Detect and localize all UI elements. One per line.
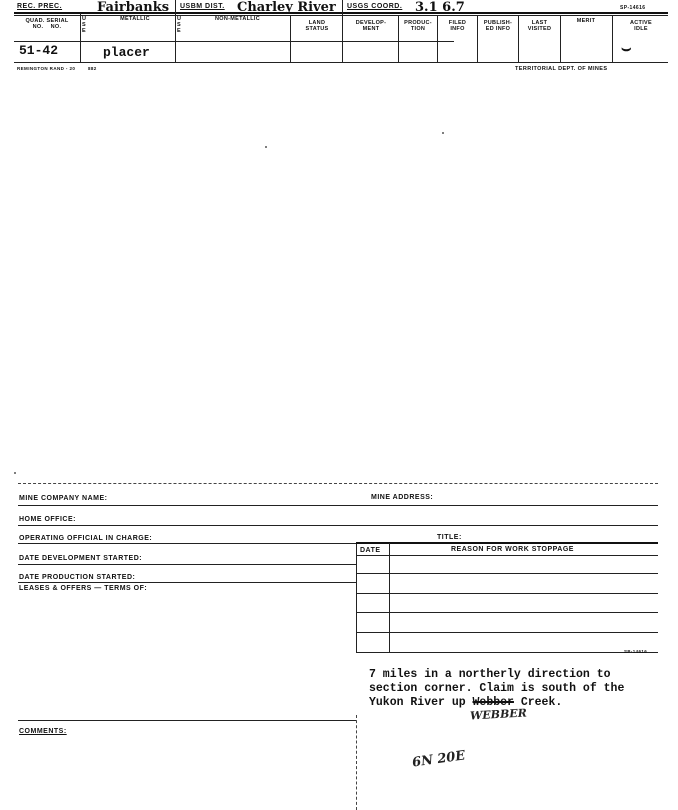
col-production: PRODUC- TION (404, 20, 432, 32)
usbm-dist-value: Charley River (237, 0, 336, 15)
form-top-dashed-rule (18, 483, 658, 484)
col-active-idle: ACTIVE IDLE (630, 20, 652, 32)
stoppage-table-left-border (356, 543, 357, 653)
col-non-metallic: NON-METALLIC (214, 16, 261, 22)
speck (265, 146, 267, 148)
col-merit: MERIT (576, 18, 596, 24)
home-office-rule (18, 525, 658, 526)
handwritten-township-note: 6N 20E (411, 748, 467, 771)
operating-official-label: OPERATING OFFICIAL IN CHARGE: (19, 535, 153, 542)
col-land-status: LAND STATUS (305, 20, 329, 32)
metallic-value: placer (103, 45, 150, 60)
stoppage-row-6 (356, 652, 658, 653)
col-metallic: METALLIC (120, 16, 150, 22)
production-rule (18, 582, 356, 583)
speck (14, 472, 16, 474)
remarks-line-3 (369, 696, 562, 710)
remarks-line-1: 7 miles in a northerly direction to (369, 668, 611, 681)
col-quad-serial: QUAD. SERIAL NO. NO. (25, 18, 69, 30)
stoppage-row-3 (356, 593, 658, 594)
stoppage-reason-header: REASON FOR WORK STOPPAGE (451, 546, 574, 553)
col-development: DEVELOP- MENT (355, 20, 387, 32)
comments-right-dashed (356, 715, 357, 810)
title-label: TITLE: (437, 534, 462, 541)
rec-prec-label: REC. PREC. (17, 3, 63, 10)
speck (442, 132, 444, 134)
divider-v4 (342, 0, 343, 63)
usgs-coord-value: 3.1 6.7 (415, 0, 465, 15)
date-production-label: DATE PRODUCTION STARTED: (19, 574, 136, 581)
col-published-info: PUBLISH- ED INFO (483, 20, 513, 32)
mine-company-name-label: MINE COMPANY NAME: (19, 495, 108, 502)
record-row-bottom-rule (14, 62, 668, 63)
col-filed-info: FILED INFO (448, 20, 467, 32)
remarks-line-3-suffix: Creek. (513, 696, 563, 709)
stoppage-top-rule (356, 542, 658, 544)
stoppage-date-divider (389, 543, 390, 653)
handwritten-correction: WEBBER (469, 706, 528, 723)
home-office-label: HOME OFFICE: (19, 516, 76, 523)
footer-left-text: REMINGTON RAND - 20 (17, 66, 76, 71)
usbm-dist-label: USBM DIST. (180, 3, 225, 10)
mine-address-label: MINE ADDRESS: (371, 494, 434, 501)
form-number-top: SP-14616 (620, 5, 646, 11)
stoppage-row-5 (356, 632, 658, 633)
stoppage-row-2 (356, 573, 658, 574)
stoppage-row-4 (356, 612, 658, 613)
divider-v2 (175, 0, 176, 63)
col-use-1: U S E (82, 16, 87, 34)
date-development-label: DATE DEVELOPMENT STARTED: (19, 555, 143, 562)
active-idle-mark: ⌣ (621, 40, 632, 58)
stoppage-row-1 (356, 555, 658, 556)
remarks-line-3-prefix: Yukon River up (369, 696, 473, 709)
remarks-struck-word: Webber (472, 696, 514, 709)
divider-v10 (612, 15, 613, 63)
leases-offers-label: LEASES & OFFERS — TERMS OF: (19, 585, 148, 592)
comments-label: COMMENTS: (19, 728, 67, 735)
footer-right-text: TERRITORIAL DEPT. OF MINES (515, 66, 608, 72)
company-row-rule (18, 505, 658, 506)
footer-left-code: 882 (88, 66, 97, 71)
rec-prec-value: Fairbanks (97, 0, 170, 15)
col-last-visited: LAST VISITED (527, 20, 552, 32)
quad-serial-value: 51-42 (19, 43, 59, 58)
comments-rule (18, 720, 356, 721)
development-rule (18, 564, 356, 565)
remarks-line-2: section corner. Claim is south of the (369, 682, 625, 695)
divider-v1 (80, 13, 81, 63)
header-rule-top (14, 12, 668, 14)
stoppage-date-header: DATE (360, 547, 381, 554)
usgs-coord-label: USGS COORD. (347, 3, 403, 10)
form-number-bottom: SP-14616 (624, 649, 648, 654)
col-use-2: U S E (177, 16, 182, 34)
divider-v3 (290, 15, 291, 63)
